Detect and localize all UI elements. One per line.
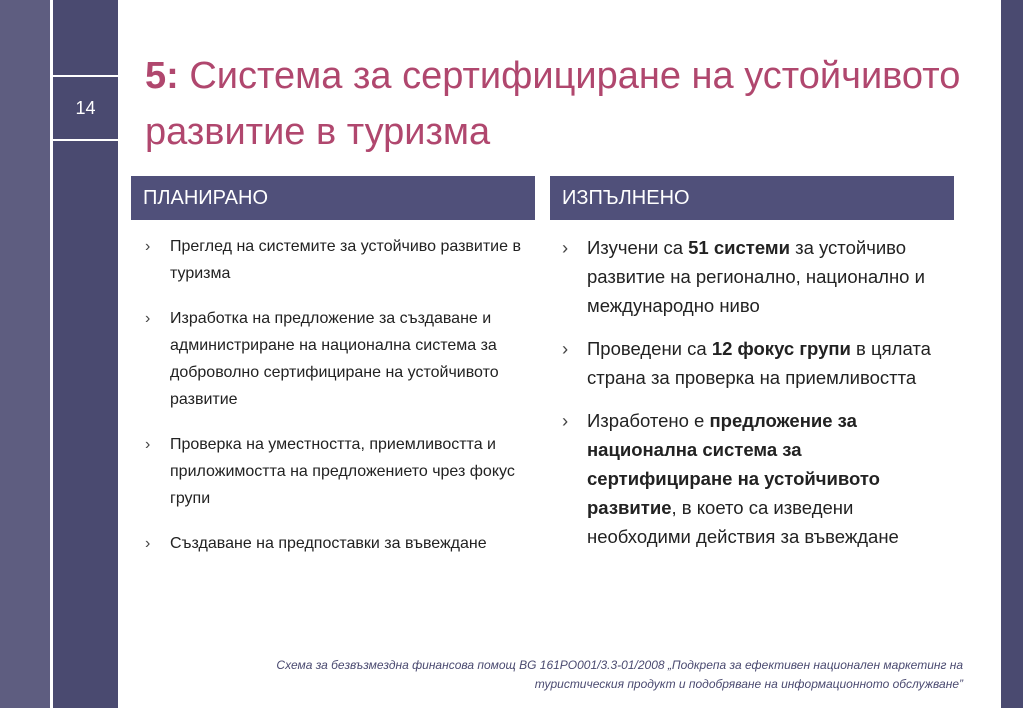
list-item [562, 233, 942, 320]
chevron-right-icon: › [145, 436, 151, 453]
left-decorative-bar [0, 0, 50, 708]
chevron-right-icon: › [562, 338, 569, 359]
list-item [562, 406, 942, 551]
list-item-highlight: 51 системи [688, 237, 790, 258]
chevron-right-icon: › [145, 238, 151, 255]
list-item-text: Проверка на уместността, приемливостта и приложимостта на предложението чрез фокус групи [170, 436, 515, 507]
chevron-right-icon: › [145, 310, 151, 327]
list-item [562, 334, 942, 392]
list-item-text-end: в цялата страна за проверка на приемливостта [587, 338, 931, 388]
list-item [145, 233, 525, 287]
list-item-text-start: Изработено е [587, 410, 710, 431]
list-item-text-start: Проведени са [587, 338, 712, 359]
list-item-highlight: предложение за национална система за сертифициране на устойчивото развитие [587, 410, 880, 518]
done-list [562, 233, 942, 565]
title-text: Система за сертифициране на устойчивото развитие в туризма [145, 55, 961, 153]
chevron-right-icon: › [562, 237, 569, 258]
list-item-highlight: 12 фокус групи [711, 338, 851, 359]
planned-column-header: ПЛАНИРАНО [131, 176, 535, 220]
list-item-text-start: Изучени са [587, 237, 689, 258]
list-item-text: Изработка на предложение за създаване и администриране на национална система за доброволно сертифициране на устойчивото развитие [170, 310, 499, 408]
list-item-text: Преглед на системите за устойчиво развитие в туризма [170, 238, 521, 282]
title-number: 5: [145, 55, 179, 97]
list-item-text-end: , в което са изведени необходими действия за въвеждане [587, 497, 899, 547]
planned-list [145, 233, 525, 575]
slide-title [145, 48, 965, 160]
list-item-text-end: за устойчиво развитие на регионално, национално и международно ниво [587, 237, 925, 316]
list-item [145, 431, 525, 512]
list-item [145, 530, 525, 557]
footer-line-2: туристическия продукт и подобряване на информационното обслужване” [534, 677, 963, 691]
slide-number-bottom-separator [53, 139, 118, 141]
right-decorative-bar [1001, 0, 1023, 708]
slide-number: 14 [75, 97, 96, 118]
list-item [145, 305, 525, 413]
footer-line-1: Схема за безвъзмездна финансова помощ BG 161PO001/3.3-01/2008 „Подкрепа за ефективен национален маркетинг на [276, 658, 963, 672]
done-column-header: ИЗПЪЛНЕНО [550, 176, 954, 220]
chevron-right-icon: › [562, 410, 569, 431]
list-item-text: Създаване на предпоставки за въвеждане [170, 535, 487, 552]
footer-note [143, 656, 963, 694]
chevron-right-icon: › [145, 535, 151, 552]
